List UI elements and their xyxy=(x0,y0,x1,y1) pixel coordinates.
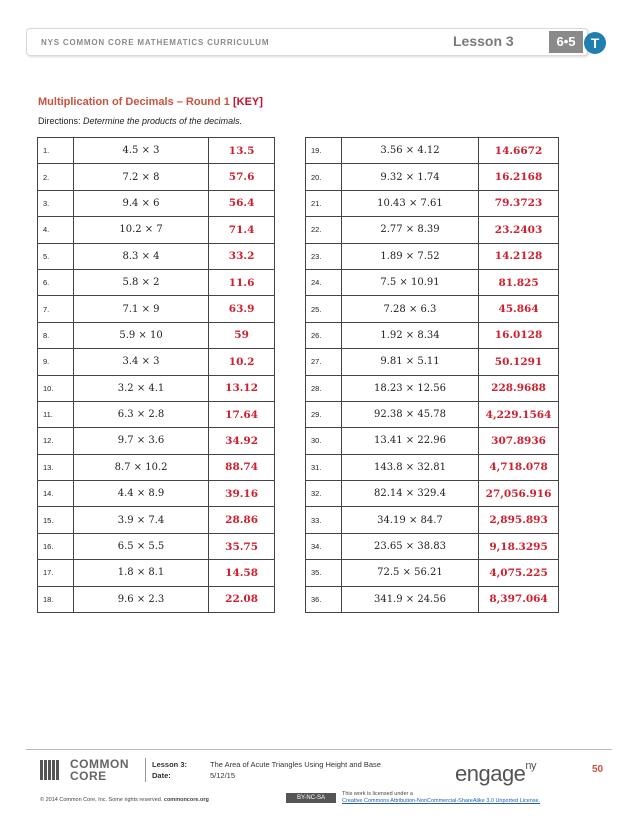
problem-answer: 9,18.3295 xyxy=(479,533,559,559)
problem-answer: 16.0128 xyxy=(479,322,559,348)
directions-text: Determine the products of the decimals. xyxy=(83,116,243,126)
footer-date-value: 5/12/15 xyxy=(210,771,236,780)
problem-answer: 34.92 xyxy=(209,428,275,454)
problem-expression: 34.19 × 84.7 xyxy=(341,507,478,533)
problem-answer: 14.6672 xyxy=(479,138,559,164)
problem-expression: 2.77 × 8.39 xyxy=(341,217,478,243)
problem-row xyxy=(38,401,275,427)
problem-expression: 1.8 × 8.1 xyxy=(73,560,208,586)
engageny-logo: engage$^{ny}$ xyxy=(455,760,537,786)
creative-commons-badge-icon: BY-NC-SA xyxy=(286,793,336,803)
problem-expression: 3.2 × 4.1 xyxy=(73,375,208,401)
grade-module-badge: 6•5 xyxy=(549,31,583,53)
problem-number: 20. xyxy=(306,164,342,190)
problem-row xyxy=(306,138,559,164)
common-core-logo-icon xyxy=(40,760,66,780)
title-main: Multiplication of Decimals – Round 1 xyxy=(38,96,233,108)
problem-row xyxy=(38,296,275,322)
problem-row xyxy=(38,586,275,612)
problem-number: 23. xyxy=(306,243,342,269)
problem-number: 31. xyxy=(306,454,342,480)
problem-number: 16. xyxy=(38,533,74,559)
problem-expression: 4.5 × 3 xyxy=(73,138,208,164)
problem-number: 2. xyxy=(38,164,74,190)
problem-row xyxy=(306,375,559,401)
problem-number: 34. xyxy=(306,533,342,559)
problem-row xyxy=(306,507,559,533)
problem-answer: 22.08 xyxy=(209,586,275,612)
page-number: 50 xyxy=(592,764,604,775)
curriculum-title: NYS COMMON CORE MATHEMATICS CURRICULUM xyxy=(41,38,270,47)
problem-number: 19. xyxy=(306,138,342,164)
problem-row xyxy=(306,349,559,375)
problem-expression: 4.4 × 8.9 xyxy=(73,481,208,507)
problem-number: 13. xyxy=(38,454,74,480)
problem-expression: 3.9 × 7.4 xyxy=(73,507,208,533)
problem-number: 18. xyxy=(38,586,74,612)
problem-expression: 18.23 × 12.56 xyxy=(341,375,478,401)
copyright-notice: © 2014 Common Core, Inc. Some rights reserved. commoncore.org xyxy=(40,797,209,803)
problem-number: 11. xyxy=(38,401,74,427)
footer-lesson-label: Lesson 3: xyxy=(152,760,188,769)
problem-answer: 71.4 xyxy=(209,217,275,243)
problem-number: 4. xyxy=(38,217,74,243)
problem-answer: 27,056.916 xyxy=(479,481,559,507)
problem-answer: 57.6 xyxy=(209,164,275,190)
problem-answer: 307.8936 xyxy=(479,428,559,454)
common-core-logo-text xyxy=(70,758,129,782)
problem-expression: 5.9 × 10 xyxy=(73,322,208,348)
problem-row xyxy=(306,243,559,269)
problem-row xyxy=(38,533,275,559)
problem-row xyxy=(306,428,559,454)
problem-answer: 14.2128 xyxy=(479,243,559,269)
problem-answer: 56.4 xyxy=(209,190,275,216)
problem-row xyxy=(38,560,275,586)
logo-line-2: CORE xyxy=(70,769,107,783)
directions-label: Directions: xyxy=(38,116,84,126)
problem-row xyxy=(38,322,275,348)
page-title xyxy=(38,96,263,108)
problem-row xyxy=(38,454,275,480)
problem-expression: 3.56 × 4.12 xyxy=(341,138,478,164)
problem-expression: 7.28 × 6.3 xyxy=(341,296,478,322)
license-line-1: This work is licensed under a xyxy=(342,791,413,797)
problem-expression: 8.3 × 4 xyxy=(73,243,208,269)
license-link[interactable]: Creative Commons Attribution-NonCommercial-ShareAlike 3.0 Unported License. xyxy=(342,798,541,804)
problem-expression: 3.4 × 3 xyxy=(73,349,208,375)
problem-expression: 7.1 × 9 xyxy=(73,296,208,322)
problem-row xyxy=(38,217,275,243)
footer-lesson-value: The Area of Acute Triangles Using Height and Base xyxy=(210,760,381,769)
problem-answer: 13.12 xyxy=(209,375,275,401)
problem-number: 14. xyxy=(38,481,74,507)
problem-answer: 4,075.225 xyxy=(479,560,559,586)
problem-number: 22. xyxy=(306,217,342,243)
problem-number: 27. xyxy=(306,349,342,375)
problem-number: 33. xyxy=(306,507,342,533)
problem-expression: 10.43 × 7.61 xyxy=(341,190,478,216)
problem-row xyxy=(306,217,559,243)
problem-row xyxy=(306,322,559,348)
problems-table-left xyxy=(37,137,275,613)
problem-expression: 13.41 × 22.96 xyxy=(341,428,478,454)
problem-row xyxy=(306,296,559,322)
problem-number: 8. xyxy=(38,322,74,348)
problem-expression: 82.14 × 329.4 xyxy=(341,481,478,507)
problem-answer: 88.74 xyxy=(209,454,275,480)
commoncore-link[interactable]: commoncore.org xyxy=(163,797,209,803)
problem-expression: 9.4 × 6 xyxy=(73,190,208,216)
problem-row xyxy=(38,190,275,216)
problem-expression: 9.7 × 3.6 xyxy=(73,428,208,454)
problem-row xyxy=(306,481,559,507)
problem-answer: 13.5 xyxy=(209,138,275,164)
problem-number: 21. xyxy=(306,190,342,216)
problems-table-right xyxy=(305,137,559,613)
problem-answer: 228.9688 xyxy=(479,375,559,401)
problem-answer: 4,229.1564 xyxy=(479,401,559,427)
footer-vertical-divider xyxy=(145,758,146,782)
teacher-badge-icon: T xyxy=(584,32,606,54)
problem-row xyxy=(306,401,559,427)
problem-row xyxy=(38,428,275,454)
problem-number: 3. xyxy=(38,190,74,216)
problem-expression: 9.32 × 1.74 xyxy=(341,164,478,190)
problem-row xyxy=(38,269,275,295)
problem-expression: 6.3 × 2.8 xyxy=(73,401,208,427)
problem-answer: 11.6 xyxy=(209,269,275,295)
problem-row xyxy=(38,164,275,190)
problem-row xyxy=(306,586,559,612)
problem-number: 25. xyxy=(306,296,342,322)
header-bar xyxy=(26,28,588,56)
problem-row xyxy=(38,243,275,269)
problem-answer: 16.2168 xyxy=(479,164,559,190)
problem-answer: 10.2 xyxy=(209,349,275,375)
problem-number: 26. xyxy=(306,322,342,348)
problem-number: 32. xyxy=(306,481,342,507)
problem-answer: 39.16 xyxy=(209,481,275,507)
problem-row xyxy=(306,454,559,480)
problem-expression: 92.38 × 45.78 xyxy=(341,401,478,427)
problem-answer: 33.2 xyxy=(209,243,275,269)
title-key: [KEY] xyxy=(232,96,263,108)
problem-number: 15. xyxy=(38,507,74,533)
problem-number: 6. xyxy=(38,269,74,295)
problem-answer: 81.825 xyxy=(479,269,559,295)
problem-number: 30. xyxy=(306,428,342,454)
problem-number: 5. xyxy=(38,243,74,269)
footer-date-label: Date: xyxy=(152,771,171,780)
problem-answer: 50.1291 xyxy=(479,349,559,375)
problem-expression: 6.5 × 5.5 xyxy=(73,533,208,559)
problem-expression: 341.9 × 24.56 xyxy=(341,586,478,612)
footer-divider xyxy=(26,749,612,750)
problem-expression: 7.5 × 10.91 xyxy=(341,269,478,295)
problem-number: 29. xyxy=(306,401,342,427)
problem-row xyxy=(38,507,275,533)
problem-row xyxy=(306,560,559,586)
problem-number: 28. xyxy=(306,375,342,401)
problem-row xyxy=(306,533,559,559)
problem-number: 9. xyxy=(38,349,74,375)
problem-answer: 45.864 xyxy=(479,296,559,322)
problem-number: 10. xyxy=(38,375,74,401)
problem-row xyxy=(306,269,559,295)
problem-row xyxy=(38,349,275,375)
problem-expression: 1.92 × 8.34 xyxy=(341,322,478,348)
problem-answer: 17.64 xyxy=(209,401,275,427)
problem-answer: 35.75 xyxy=(209,533,275,559)
problem-number: 1. xyxy=(38,138,74,164)
problem-expression: 23.65 × 38.83 xyxy=(341,533,478,559)
problem-expression: 1.89 × 7.52 xyxy=(341,243,478,269)
problem-answer: 63.9 xyxy=(209,296,275,322)
problem-number: 24. xyxy=(306,269,342,295)
problem-answer: 23.2403 xyxy=(479,217,559,243)
problem-row xyxy=(306,164,559,190)
problem-answer: 79.3723 xyxy=(479,190,559,216)
problem-row xyxy=(306,190,559,216)
problem-number: 12. xyxy=(38,428,74,454)
problem-answer: 14.58 xyxy=(209,560,275,586)
problem-answer: 8,397.064 xyxy=(479,586,559,612)
logo-line-1: COMMON xyxy=(70,757,129,771)
lesson-label: Lesson 3 xyxy=(453,33,514,49)
problem-number: 17. xyxy=(38,560,74,586)
problem-expression: 143.8 × 32.81 xyxy=(341,454,478,480)
problem-answer: 59 xyxy=(209,322,275,348)
problem-expression: 5.8 × 2 xyxy=(73,269,208,295)
directions xyxy=(38,116,242,126)
problem-number: 35. xyxy=(306,560,342,586)
problem-row xyxy=(38,481,275,507)
problem-expression: 10.2 × 7 xyxy=(73,217,208,243)
problem-expression: 8.7 × 10.2 xyxy=(73,454,208,480)
problem-expression: 72.5 × 56.21 xyxy=(341,560,478,586)
problem-answer: 4,718.078 xyxy=(479,454,559,480)
problem-answer: 28.86 xyxy=(209,507,275,533)
problem-expression: 9.6 × 2.3 xyxy=(73,586,208,612)
problem-number: 36. xyxy=(306,586,342,612)
license-text xyxy=(342,791,540,805)
problem-answer: 2,895.893 xyxy=(479,507,559,533)
problem-expression: 7.2 × 8 xyxy=(73,164,208,190)
problem-row xyxy=(38,138,275,164)
problem-expression: 9.81 × 5.11 xyxy=(341,349,478,375)
problem-row xyxy=(38,375,275,401)
problem-number: 7. xyxy=(38,296,74,322)
